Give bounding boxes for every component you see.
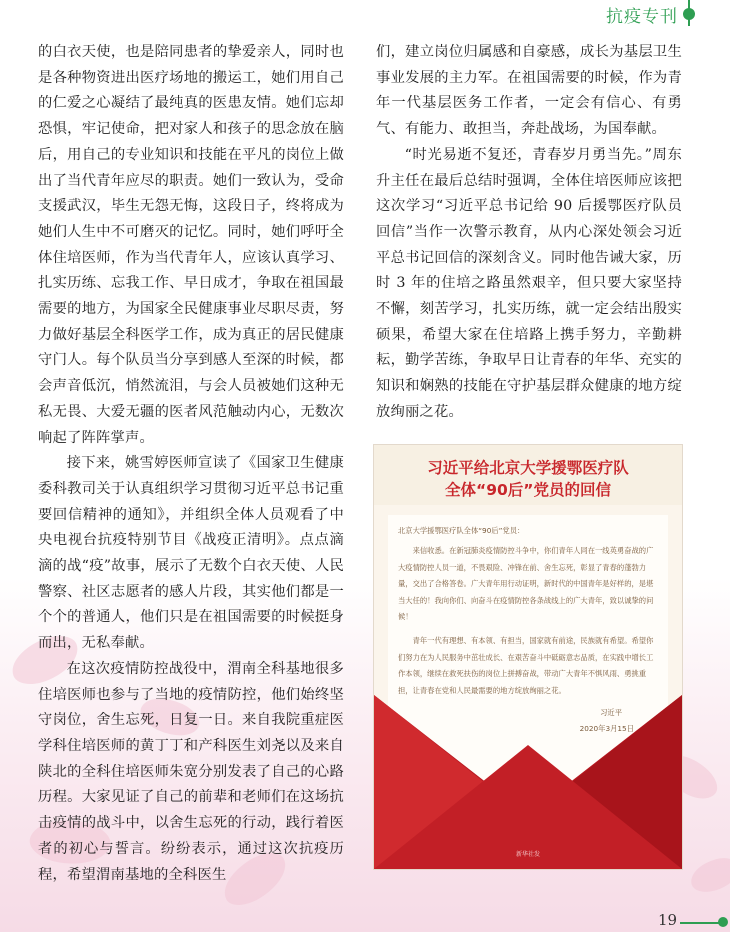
letter-date: 2020年3月15日 bbox=[579, 724, 634, 734]
page-number: 19 bbox=[658, 911, 678, 929]
paragraph: 在这次疫情防控战役中，渭南全科基地很多住培医师也参与了当地的疫情防控，他们始终坚守岗位，舍生忘死，日复一日。来自我院重症医学科住培医师的黄丁丁和产科医生刘尧以及来自陕北的全科住培医师朱宽分别发表了自己的心路历程。大家见证了自己的前辈和老师们在这场抗击疫情的战斗中，以舍生忘死的行动，践行着医者的初心与誓言。纷纷表示，通过这次抗疫历程，希望渭南基地的全科医生 bbox=[38, 660, 344, 883]
footer-dot bbox=[718, 917, 728, 927]
right-text-column bbox=[376, 40, 682, 426]
letter-paragraph: 青年一代有理想、有本领、有担当，国家就有前途，民族就有希望。希望你们努力在为人民服务中茁壮成长、在艰苦奋斗中砥砺意志品质，在实践中增长工作本领，继续在救死扶伤的岗位上拼搏奋战，带动广大青年不惧风雨、勇挑重担，让青春在党和人民最需要的地方绽放绚丽之花。 bbox=[398, 636, 654, 695]
paragraph: 们，建立岗位归属感和自豪感，成长为基层卫生事业发展的主力军。在祖国需要的时候，作为青年一代基层医务工作者，一定会有信心、有勇气、有能力、敢担当，奔赴战场，为国奉献。 bbox=[376, 44, 682, 138]
letter-signature: 习近平 bbox=[600, 708, 622, 718]
petal-decoration bbox=[687, 854, 730, 896]
letter-title-line2: 全体“90后”党员的回信 bbox=[445, 481, 611, 499]
header-dot bbox=[683, 8, 695, 20]
left-text-column bbox=[38, 40, 344, 888]
reply-letter-figure bbox=[373, 444, 683, 870]
section-tag: 抗疫专刊 bbox=[606, 7, 678, 27]
letter-body bbox=[398, 523, 660, 738]
xinhua-seal-mark: 新华社发 bbox=[515, 851, 540, 858]
letter-title-line1: 习近平给北京大学援鄂医疗队 bbox=[427, 459, 629, 477]
letter-salutation: 北京大学援鄂医疗队全体“90后”党员： bbox=[398, 526, 525, 535]
paragraph: “时光易逝不复还，青春岁月勇当先。”周东升主任在最后总结时强调，全体住培医师应该把这次学习“习近平总书记给 90 后援鄂医疗队员回信”当作一次警示教育，从内心深处领会习近平总书记回信的深刻含义。同时他告诫大家，历时 3 年的住培之路虽然艰辛，但只要大家坚持不懈，刻苦学习，扎实历练，就一定会结出殷实硕果，希望大家在住培路上携手努力，辛勤耕耘，勤学苦练，争取早日让青春的年华、充实的知识和娴熟的技能在守护基层群众健康的地方绽放绚丽之花。 bbox=[376, 146, 682, 420]
letter-paragraph: 来信收悉。在新冠肺炎疫情防控斗争中，你们青年人同在一线英勇奋战的广大疫情防控人员一道，不畏艰险、冲锋在前、舍生忘死，彰显了青春的蓬勃力量，交出了合格答卷。广大青年用行动证明，新时代的中国青年是好样的，是堪当大任的！我向你们、向奋斗在疫情防控各条战线上的广大青年，致以诚挚的问候！ bbox=[398, 546, 654, 622]
paragraph: 的白衣天使，也是陪同患者的挚爱亲人，同时也是各种物资进出医疗场地的搬运工，她们用自己的仁爱之心凝结了最纯真的医患友情。她们忘却恐惧，牢记使命，把对家人和孩子的思念放在脑后，用自己的专业知识和技能在平凡的岗位上做出了当代青年应尽的职责。她们一致认为，受命支援武汉，毕生无怨无悔，这段日子，终将成为她们人生中不可磨灭的记忆。同时，她们呼吁全体住培医师，作为当代青年人，应该认真学习、扎实历练、忘我工作、早日成才，争取在祖国最需要的地方，为国家全民健康事业尽职尽责，努力做好基层全科医学工作，成为真正的居民健康守门人。每个队员当分享到感人至深的时候，都会声音低沉，悄然流泪，与会人员被她们这种无私无畏、大爱无疆的医者风范触动内心，无数次响起了阵阵掌声。 bbox=[38, 44, 344, 446]
footer-rule bbox=[680, 922, 720, 924]
paragraph: 接下来，姚雪婷医师宣读了《国家卫生健康委科教司关于认真组织学习贯彻习近平总书记重要回信精神的通知》，并组织全体人员观看了中央电视台抗疫特别节目《战疫正清明》。点点滴滴的战“疫”故事，展示了无数个白衣天使、人民警察、社区志愿者的感人片段，其实他们都是一个个的普通人，他们只是在祖国需要的时候挺身而出，无私奉献。 bbox=[38, 455, 344, 652]
